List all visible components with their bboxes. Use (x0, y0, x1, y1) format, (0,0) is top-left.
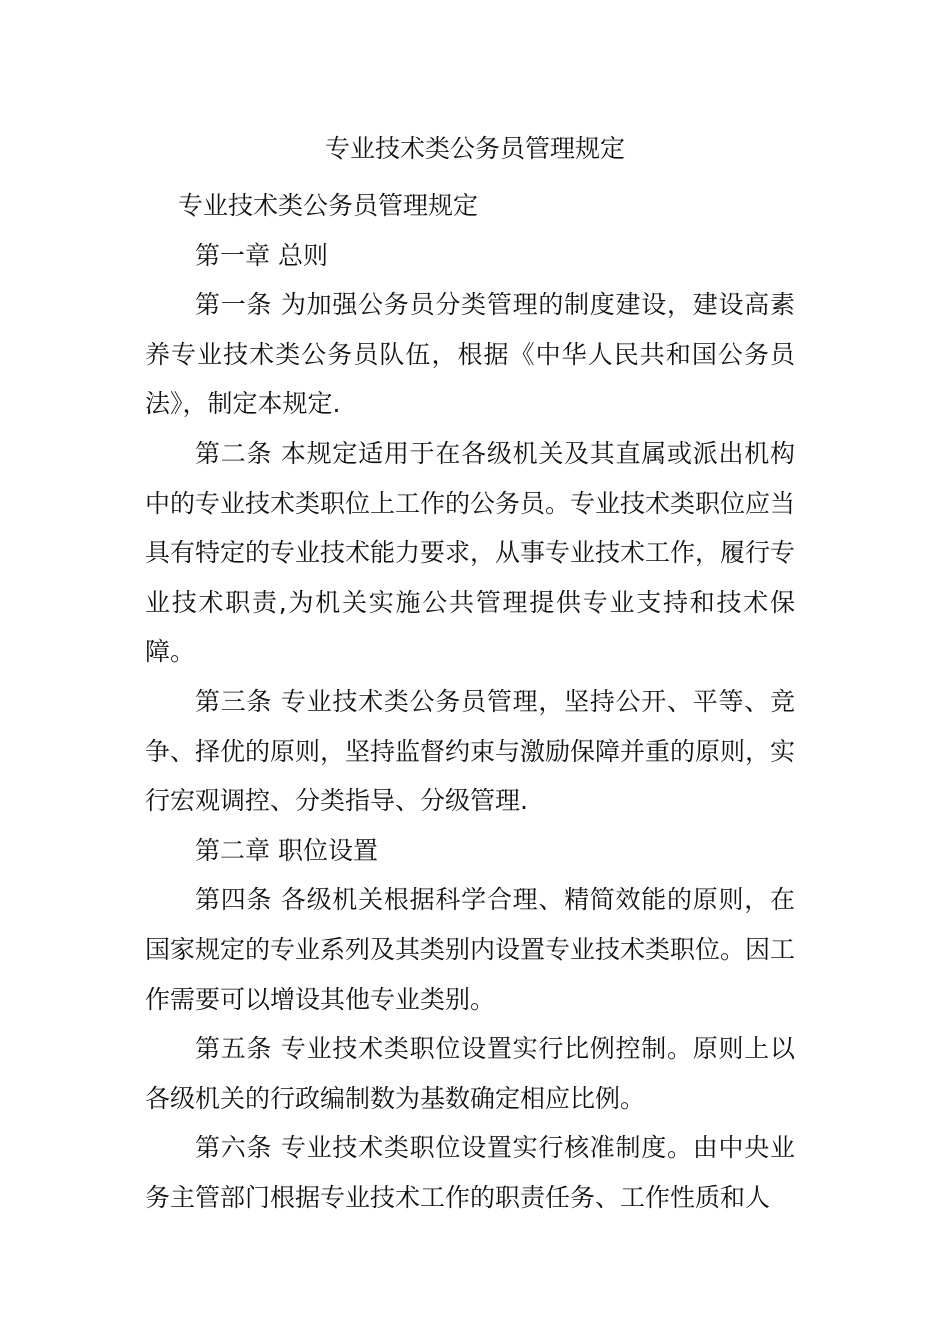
chapter-heading: 第二章 职位设置 (195, 835, 378, 865)
article-paragraph: 第六条 专业技术类职位设置实行核准制度。由中央业务主管部门根据专业技术工作的职责任务、工作性质和人 (145, 1133, 795, 1212)
document-subtitle: 专业技术类公务员管理规定 (178, 191, 479, 220)
article-paragraph: 第五条 专业技术类职位设置实行比例控制。原则上以各级机关的行政编制数为基数确定相应比例。 (145, 1034, 795, 1113)
article-paragraph: 第四条 各级机关根据科学合理、精简效能的原则，在国家规定的专业系列及其类别内设置专业技术类职位。因工作需要可以增设其他专业类别。 (145, 885, 796, 1014)
article-paragraph: 第一条 为加强公务员分类管理的制度建设，建设高素养专业技术类公务员队伍，根据《中华人民共和国公务员法》，制定本规定. (145, 290, 795, 419)
article-paragraph: 第二条 本规定适用于在各级机关及其直属或派出机构中的专业技术类职位上工作的公务员。专业技术类职位应当具有特定的专业技术能力要求，从事专业技术工作，履行专业技术职责,为机关实施公共管理提供专业支持和技术保障。 (145, 438, 796, 667)
article-paragraph: 第三条 专业技术类公务员管理，坚持公开、平等、竞争、择优的原则，坚持监督约束与激励保障并重的原则，实行宏观调控、分类指导、分级管理. (145, 686, 796, 816)
document-title: 专业技术类公务员管理规定 (324, 134, 625, 163)
chapter-heading: 第一章 总则 (195, 240, 328, 270)
document-body (145, 181, 795, 1222)
